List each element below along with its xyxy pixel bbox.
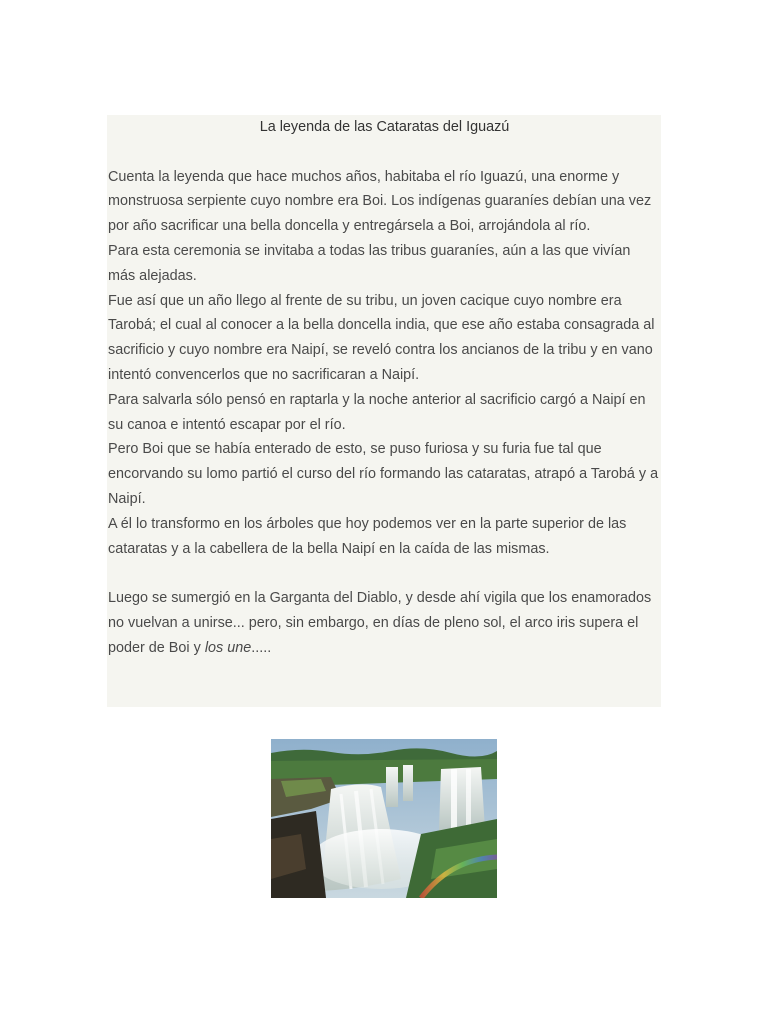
spacer: [108, 140, 661, 165]
paragraph: Para esta ceremonia se invitaba a todas las tribus guaraníes, aún a las que vivían más alejadas.: [108, 242, 631, 284]
closing-end: .....: [251, 639, 272, 656]
document-title: La leyenda de las Cataratas del Iguazú: [259, 119, 510, 135]
closing-paragraph: [108, 586, 661, 660]
waterfall-photo: [271, 739, 497, 898]
paragraph: A él lo transformo en los árboles que hoy podemos ver en la parte superior de las cataratas y a la cabellera de la bella Naipí en la caída de las mismas.: [108, 515, 627, 557]
paragraph: Para salvarla sólo pensó en raptarla y la noche anterior al sacrificio cargó a Naipí en su canoa e intentó escapar por el río.: [108, 391, 646, 433]
paragraph: Pero Boi que se había enterado de esto, se puso furiosa y su furia fue tal que encorvando su lomo partió el curso del río formando las cataratas, atrapó a Tarobá y a Naipí.: [108, 441, 659, 507]
closing-italic: los une: [204, 639, 252, 656]
spacer: [108, 561, 661, 586]
closing-text: Luego se sumergió en la Garganta del Diablo, y desde ahí vigila que los enamorados no vuelvan a unirse... pero, sin embargo, en días de pleno sol, el arco iris supera el poder de Boi y: [108, 590, 652, 656]
legend-text-block: [107, 115, 661, 707]
paragraph: Cuenta la leyenda que hace muchos años, habitaba el río Iguazú, una enorme y monstruosa serpiente cuyo nombre era Boi. Los indígenas guaraníes debían una vez por año sacrificar una bella doncella y entregársela a Boi, arrojándola al río.: [108, 168, 652, 235]
paragraph: Fue así que un año llego al frente de su tribu, un joven cacique cuyo nombre era Tarobá; el cual al conocer a la bella doncella india, que ese año estaba consagrada al sacrificio y cuyo nombre era Naipí, se reveló contra los ancianos de la tribu y en vano intentó convencerlos que no sacrificaran a Naipí.: [108, 292, 655, 383]
